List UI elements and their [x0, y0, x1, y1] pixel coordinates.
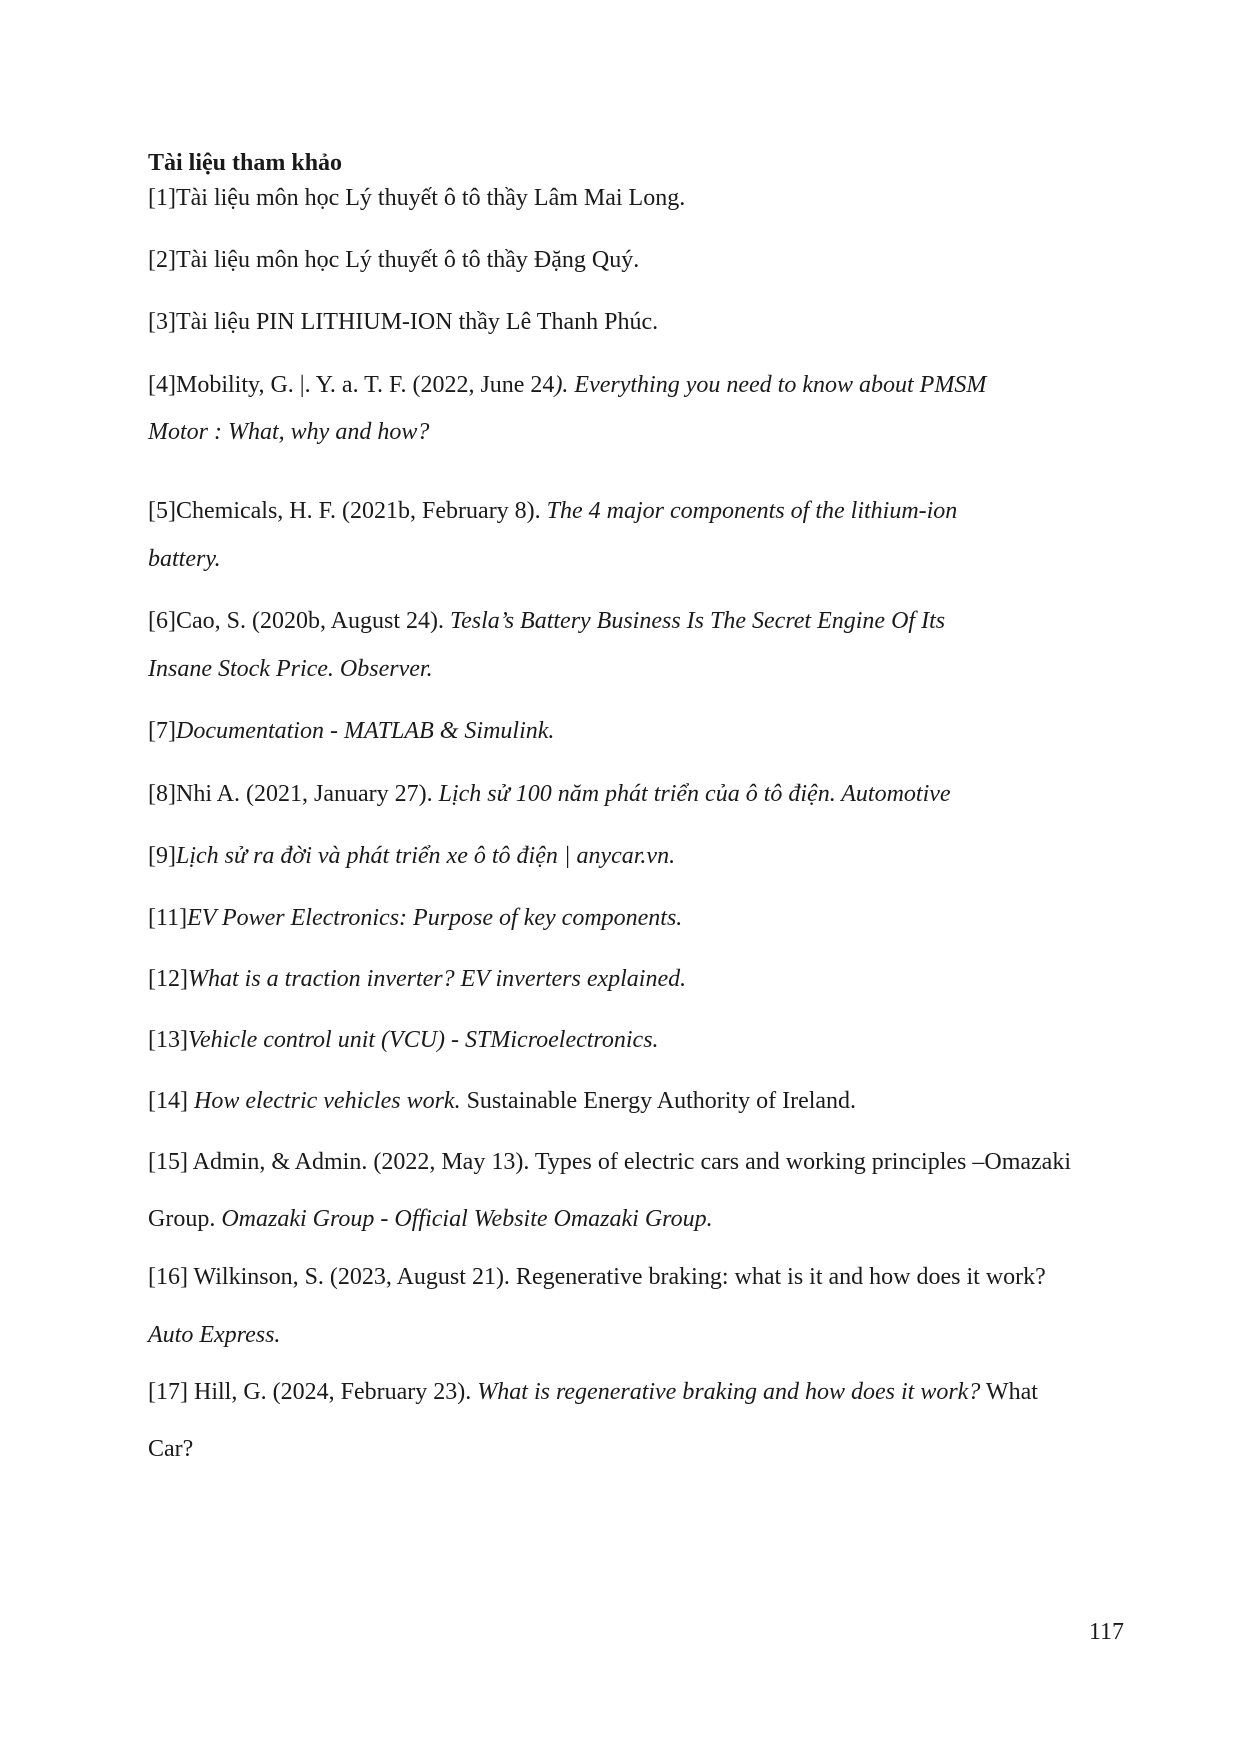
reference-5-line-1: [148, 496, 957, 526]
reference-title: How electric vehicles work.: [193, 1088, 461, 1114]
reference-text: [17] Hill, G. (2024, February 23).: [148, 1379, 478, 1405]
reference-11: [148, 903, 682, 933]
reference-title: The 4 major components of the lithium-ion: [546, 498, 958, 524]
reference-text: Tài liệu PIN LITHIUM-ION thầy Lê Thanh Phúc.: [175, 309, 659, 335]
reference-title: EV Power Electronics: Purpose of key components.: [187, 905, 683, 931]
reference-label: [1]: [148, 185, 176, 211]
reference-label: [12]: [148, 966, 188, 992]
references-heading: Tài liệu tham khảo: [148, 150, 343, 176]
reference-label: [9]: [148, 843, 176, 869]
reference-17-line-2: [148, 1434, 193, 1464]
reference-label: [7]: [148, 718, 176, 744]
reference-title: ). Everything you need to know about PMSM: [554, 372, 987, 398]
reference-title: Tesla’s Battery Business Is The Secret Engine Of Its: [450, 608, 946, 634]
reference-15-line-1: [148, 1147, 1071, 1177]
reference-7: [148, 716, 554, 746]
reference-label: [6]: [148, 608, 176, 634]
reference-label: [11]: [148, 905, 188, 931]
reference-text: [15] Admin, & Admin. (2022, May 13). Types of electric cars and working principles –Omazaki: [148, 1149, 1072, 1175]
reference-text: Cao, S. (2020b, August 24).: [175, 608, 450, 634]
reference-label: [5]: [148, 498, 176, 524]
reference-label: [8]: [148, 781, 176, 807]
reference-title: Lịch sử ra đời và phát triển xe ô tô điện | anycar.vn.: [175, 843, 676, 869]
reference-8: [148, 779, 951, 809]
reference-12: [148, 964, 686, 994]
reference-text: Tài liệu môn học Lý thuyết ô tô thầy Lâm Mai Long.: [175, 185, 686, 211]
reference-title: Omazaki Group - Official Website Omazaki Group.: [221, 1206, 713, 1232]
reference-title: battery.: [148, 546, 221, 572]
reference-title: Documentation - MATLAB & Simulink.: [175, 718, 555, 744]
reference-text: Mobility, G. |. Y. a. T. F. (2022, June 24: [175, 372, 555, 398]
reference-title: What is regenerative braking and how does it work?: [477, 1379, 981, 1405]
reference-text: Car?: [148, 1436, 194, 1462]
reference-1: [148, 183, 685, 213]
reference-16-line-1: [148, 1262, 1046, 1292]
reference-label: [13]: [148, 1027, 188, 1053]
reference-14: [148, 1086, 856, 1116]
reference-6-line-2: [148, 654, 433, 684]
reference-6-line-1: [148, 606, 945, 636]
reference-text: Sustainable Energy Authority of Ireland.: [460, 1088, 857, 1114]
reference-title: Motor : What, why and how?: [148, 419, 430, 445]
reference-title: Lịch sử 100 năm phát triển của ô tô điện. Automotive: [438, 781, 951, 807]
reference-label: [14]: [148, 1088, 194, 1114]
reference-15-line-2: [148, 1204, 713, 1234]
reference-17-line-1: [148, 1377, 1038, 1407]
reference-label: [2]: [148, 247, 176, 273]
reference-text: What: [980, 1379, 1038, 1405]
reference-9: [148, 841, 675, 871]
page-number: 117: [1088, 1619, 1124, 1645]
reference-title: Insane Stock Price. Observer.: [148, 656, 433, 682]
reference-text: Group.: [148, 1206, 222, 1232]
reference-4-line-2: [148, 417, 429, 447]
reference-title: Vehicle control unit (VCU) - STMicroelectronics.: [187, 1027, 659, 1053]
reference-text: Tài liệu môn học Lý thuyết ô tô thầy Đặng Quý.: [175, 247, 640, 273]
reference-4-line-1: [148, 370, 986, 400]
reference-2: [148, 245, 639, 275]
reference-13: [148, 1025, 659, 1055]
reference-16-line-2: [148, 1320, 280, 1350]
reference-title: Auto Express.: [148, 1322, 281, 1348]
reference-text: [16] Wilkinson, S. (2023, August 21). Regenerative braking: what is it and how does it work?: [148, 1264, 1046, 1290]
reference-3: [148, 307, 658, 337]
reference-label: [3]: [148, 309, 176, 335]
reference-label: [4]: [148, 372, 176, 398]
reference-title: What is a traction inverter? EV inverters explained.: [187, 966, 687, 992]
reference-text: Nhi A. (2021, January 27).: [175, 781, 439, 807]
reference-5-line-2: [148, 544, 221, 574]
reference-text: Chemicals, H. F. (2021b, February 8).: [175, 498, 547, 524]
